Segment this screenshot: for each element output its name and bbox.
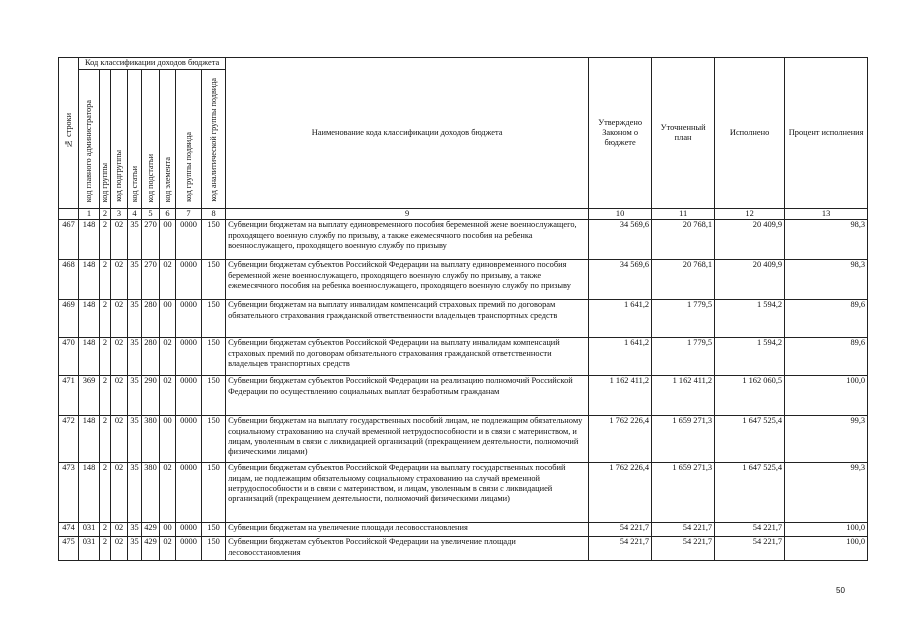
cell-admin: 031 — [79, 523, 100, 537]
cell-refined: 1 162 411,2 — [652, 376, 715, 416]
cell-executed: 1 647 525,4 — [715, 416, 785, 463]
column-number: 5 — [142, 209, 160, 220]
cell-executed: 54 221,7 — [715, 523, 785, 537]
cell-name: Субвенции бюджетам субъектов Российской Федерации на выплату инвалидам компенсаций страховых премий по договорам обязательного страхования гражданской ответственности владельцев транспортных средств — [226, 338, 589, 376]
cell-approved: 54 221,7 — [589, 537, 652, 561]
column-number: 9 — [226, 209, 589, 220]
cell-no: 468 — [59, 260, 79, 300]
cell-name: Субвенции бюджетам субъектов Российской Федерации на выплату государственных пособий лицам, не подлежащим обязательному социальному страхованию на случай временной нетрудоспособности и в связи с материнством, и лицам, уволенным в связи с ликвидацией организаций (прекращением деятельности, полномочий физическими лицами) — [226, 463, 589, 523]
column-number: 8 — [202, 209, 226, 220]
table-row — [59, 260, 868, 300]
header-admin — [79, 70, 100, 209]
column-number: 1 — [79, 209, 100, 220]
cell-subkind: 0000 — [176, 463, 202, 523]
cell-approved: 54 221,7 — [589, 523, 652, 537]
column-number: 11 — [652, 209, 715, 220]
cell-admin: 369 — [79, 376, 100, 416]
header-subarticle-label: код подстатьи — [145, 153, 155, 202]
cell-subarticle: 290 — [142, 376, 160, 416]
cell-element: 00 — [160, 300, 176, 338]
cell-group: 2 — [100, 376, 111, 416]
header-subkind-group — [176, 70, 202, 209]
cell-subarticle: 380 — [142, 463, 160, 523]
cell-subkind: 0000 — [176, 220, 202, 260]
cell-subgroup: 02 — [111, 300, 128, 338]
cell-analytic: 150 — [202, 220, 226, 260]
cell-name: Субвенции бюджетам на выплату инвалидам компенсаций страховых премий по договорам обязательного страхования гражданской ответственности владельцев транспортных средств — [226, 300, 589, 338]
header-row-no — [59, 58, 79, 209]
cell-refined: 1 779,5 — [652, 338, 715, 376]
cell-subarticle: 380 — [142, 416, 160, 463]
cell-element: 02 — [160, 537, 176, 561]
cell-element: 02 — [160, 260, 176, 300]
cell-subarticle: 429 — [142, 523, 160, 537]
cell-article: 35 — [128, 537, 142, 561]
column-number: 13 — [785, 209, 868, 220]
cell-analytic: 150 — [202, 338, 226, 376]
cell-executed: 54 221,7 — [715, 537, 785, 561]
cell-name: Субвенции бюджетам субъектов Российской Федерации на выплату единовременного пособия беременной жене военнослужащего, проходящего военную службу по призыву, а также ежемесячного пособия на ребенка военнослужащего, проходящего военную службу по призыву — [226, 260, 589, 300]
header-subgroup — [111, 70, 128, 209]
cell-subkind: 0000 — [176, 523, 202, 537]
column-number: 4 — [128, 209, 142, 220]
cell-subgroup: 02 — [111, 260, 128, 300]
cell-percent: 100,0 — [785, 523, 868, 537]
cell-admin: 148 — [79, 463, 100, 523]
cell-subkind: 0000 — [176, 338, 202, 376]
cell-no: 470 — [59, 338, 79, 376]
cell-element: 02 — [160, 463, 176, 523]
cell-name: Субвенции бюджетам субъектов Российской Федерации на увеличение площади лесовосстановления — [226, 537, 589, 561]
cell-element: 00 — [160, 220, 176, 260]
cell-executed: 1 647 525,4 — [715, 463, 785, 523]
cell-name: Субвенции бюджетам на увеличение площади лесовосстановления — [226, 523, 589, 537]
header-row-no-label: № строки — [63, 113, 73, 148]
cell-refined: 1 659 271,3 — [652, 416, 715, 463]
cell-subgroup: 02 — [111, 523, 128, 537]
cell-subkind: 0000 — [176, 300, 202, 338]
cell-no: 475 — [59, 537, 79, 561]
cell-analytic: 150 — [202, 376, 226, 416]
cell-article: 35 — [128, 338, 142, 376]
cell-refined: 1 659 271,3 — [652, 463, 715, 523]
header-subkind-group-label: код группы подвида — [183, 132, 193, 202]
column-number: 6 — [160, 209, 176, 220]
cell-refined: 1 779,5 — [652, 300, 715, 338]
header-admin-label: код главного администратора — [84, 99, 93, 202]
cell-percent: 99,3 — [785, 416, 868, 463]
cell-executed: 20 409,9 — [715, 260, 785, 300]
column-number: 10 — [589, 209, 652, 220]
cell-article: 35 — [128, 260, 142, 300]
cell-subgroup: 02 — [111, 338, 128, 376]
header-subgroup-label: код подгруппы — [114, 150, 123, 202]
page-number: 50 — [836, 586, 845, 595]
cell-analytic: 150 — [202, 300, 226, 338]
cell-executed: 1 594,2 — [715, 300, 785, 338]
header-analytic-group — [202, 70, 226, 209]
table-row — [59, 463, 868, 523]
cell-element: 02 — [160, 376, 176, 416]
cell-subkind: 0000 — [176, 376, 202, 416]
header-executed: Исполнено — [715, 58, 785, 209]
cell-element: 02 — [160, 338, 176, 376]
header-article-label: код статьи — [129, 165, 139, 202]
cell-element: 00 — [160, 416, 176, 463]
header-subarticle — [142, 70, 160, 209]
cell-group: 2 — [100, 220, 111, 260]
column-number: 2 — [100, 209, 111, 220]
cell-approved: 1 162 411,2 — [589, 376, 652, 416]
cell-subarticle: 270 — [142, 260, 160, 300]
table-row — [59, 376, 868, 416]
header-group-label: код группы — [100, 162, 109, 202]
cell-admin: 148 — [79, 416, 100, 463]
cell-article: 35 — [128, 300, 142, 338]
cell-article: 35 — [128, 523, 142, 537]
cell-approved: 1 641,2 — [589, 338, 652, 376]
cell-admin: 148 — [79, 338, 100, 376]
column-number: 7 — [176, 209, 202, 220]
cell-subarticle: 280 — [142, 338, 160, 376]
column-number: 3 — [111, 209, 128, 220]
cell-subarticle: 270 — [142, 220, 160, 260]
budget-revenue-table — [58, 57, 868, 561]
header-element-label: код элемента — [162, 156, 172, 202]
cell-no: 474 — [59, 523, 79, 537]
cell-subgroup: 02 — [111, 537, 128, 561]
cell-approved: 1 762 226,4 — [589, 416, 652, 463]
cell-analytic: 150 — [202, 523, 226, 537]
cell-name: Субвенции бюджетам субъектов Российской Федерации на реализацию полномочий Российской Федерации по осуществлению социальных выплат безработным гражданам — [226, 376, 589, 416]
table-row — [59, 220, 868, 260]
cell-no: 471 — [59, 376, 79, 416]
cell-refined: 54 221,7 — [652, 523, 715, 537]
header-classification-group: Код классификации доходов бюджета — [79, 58, 226, 70]
cell-approved: 34 569,6 — [589, 220, 652, 260]
cell-no: 473 — [59, 463, 79, 523]
cell-article: 35 — [128, 220, 142, 260]
cell-executed: 20 409,9 — [715, 220, 785, 260]
header-refined: Уточненный план — [652, 58, 715, 209]
cell-group: 2 — [100, 338, 111, 376]
table-row — [59, 300, 868, 338]
cell-article: 35 — [128, 463, 142, 523]
cell-analytic: 150 — [202, 537, 226, 561]
table-body — [59, 220, 868, 561]
table-row — [59, 523, 868, 537]
header-name: Наименование кода классификации доходов бюджета — [226, 58, 589, 209]
cell-percent: 100,0 — [785, 376, 868, 416]
cell-no: 469 — [59, 300, 79, 338]
cell-percent: 100,0 — [785, 537, 868, 561]
cell-subgroup: 02 — [111, 220, 128, 260]
cell-refined: 20 768,1 — [652, 260, 715, 300]
cell-admin: 148 — [79, 300, 100, 338]
cell-refined: 54 221,7 — [652, 537, 715, 561]
header-element — [160, 70, 176, 209]
cell-admin: 148 — [79, 220, 100, 260]
cell-subarticle: 429 — [142, 537, 160, 561]
cell-subgroup: 02 — [111, 463, 128, 523]
cell-admin: 031 — [79, 537, 100, 561]
cell-percent: 98,3 — [785, 220, 868, 260]
cell-subgroup: 02 — [111, 416, 128, 463]
cell-executed: 1 594,2 — [715, 338, 785, 376]
cell-article: 35 — [128, 416, 142, 463]
cell-group: 2 — [100, 523, 111, 537]
table-row — [59, 416, 868, 463]
cell-name: Субвенции бюджетам на выплату государственных пособий лицам, не подлежащим обязательному социальному страхованию на случай временной нетрудоспособности и в связи с материнством, и лицам, уволенным в связи с ликвидацией организаций (прекращением деятельности, полномочий физическими лицами) — [226, 416, 589, 463]
cell-group: 2 — [100, 300, 111, 338]
header-percent: Процент исполнения — [785, 58, 868, 209]
cell-admin: 148 — [79, 260, 100, 300]
cell-subarticle: 280 — [142, 300, 160, 338]
table-row — [59, 537, 868, 561]
cell-analytic: 150 — [202, 416, 226, 463]
cell-subkind: 0000 — [176, 416, 202, 463]
cell-element: 00 — [160, 523, 176, 537]
cell-percent: 89,6 — [785, 300, 868, 338]
column-number: 12 — [715, 209, 785, 220]
cell-approved: 1 641,2 — [589, 300, 652, 338]
header-approved: Утверждено Законом о бюджете — [589, 58, 652, 209]
cell-group: 2 — [100, 537, 111, 561]
cell-group: 2 — [100, 416, 111, 463]
cell-refined: 20 768,1 — [652, 220, 715, 260]
cell-executed: 1 162 060,5 — [715, 376, 785, 416]
header-group — [100, 70, 111, 209]
cell-article: 35 — [128, 376, 142, 416]
cell-no: 467 — [59, 220, 79, 260]
cell-name: Субвенции бюджетам на выплату единовременного пособия беременной жене военнослужащего, проходящего военную службу по призыву, а также ежемесячного пособия на ребенка военнослужащего, проходящего военную службу по призыву — [226, 220, 589, 260]
cell-percent: 98,3 — [785, 260, 868, 300]
cell-subkind: 0000 — [176, 260, 202, 300]
cell-subkind: 0000 — [176, 537, 202, 561]
cell-analytic: 150 — [202, 260, 226, 300]
cell-percent: 99,3 — [785, 463, 868, 523]
cell-approved: 34 569,6 — [589, 260, 652, 300]
cell-analytic: 150 — [202, 463, 226, 523]
cell-no: 472 — [59, 416, 79, 463]
cell-percent: 89,6 — [785, 338, 868, 376]
cell-approved: 1 762 226,4 — [589, 463, 652, 523]
cell-subgroup: 02 — [111, 376, 128, 416]
cell-group: 2 — [100, 260, 111, 300]
cell-group: 2 — [100, 463, 111, 523]
header-analytic-group-label: код аналитической группы подвида — [208, 78, 218, 202]
header-article — [128, 70, 142, 209]
column-number-row — [59, 209, 868, 220]
table-row — [59, 338, 868, 376]
